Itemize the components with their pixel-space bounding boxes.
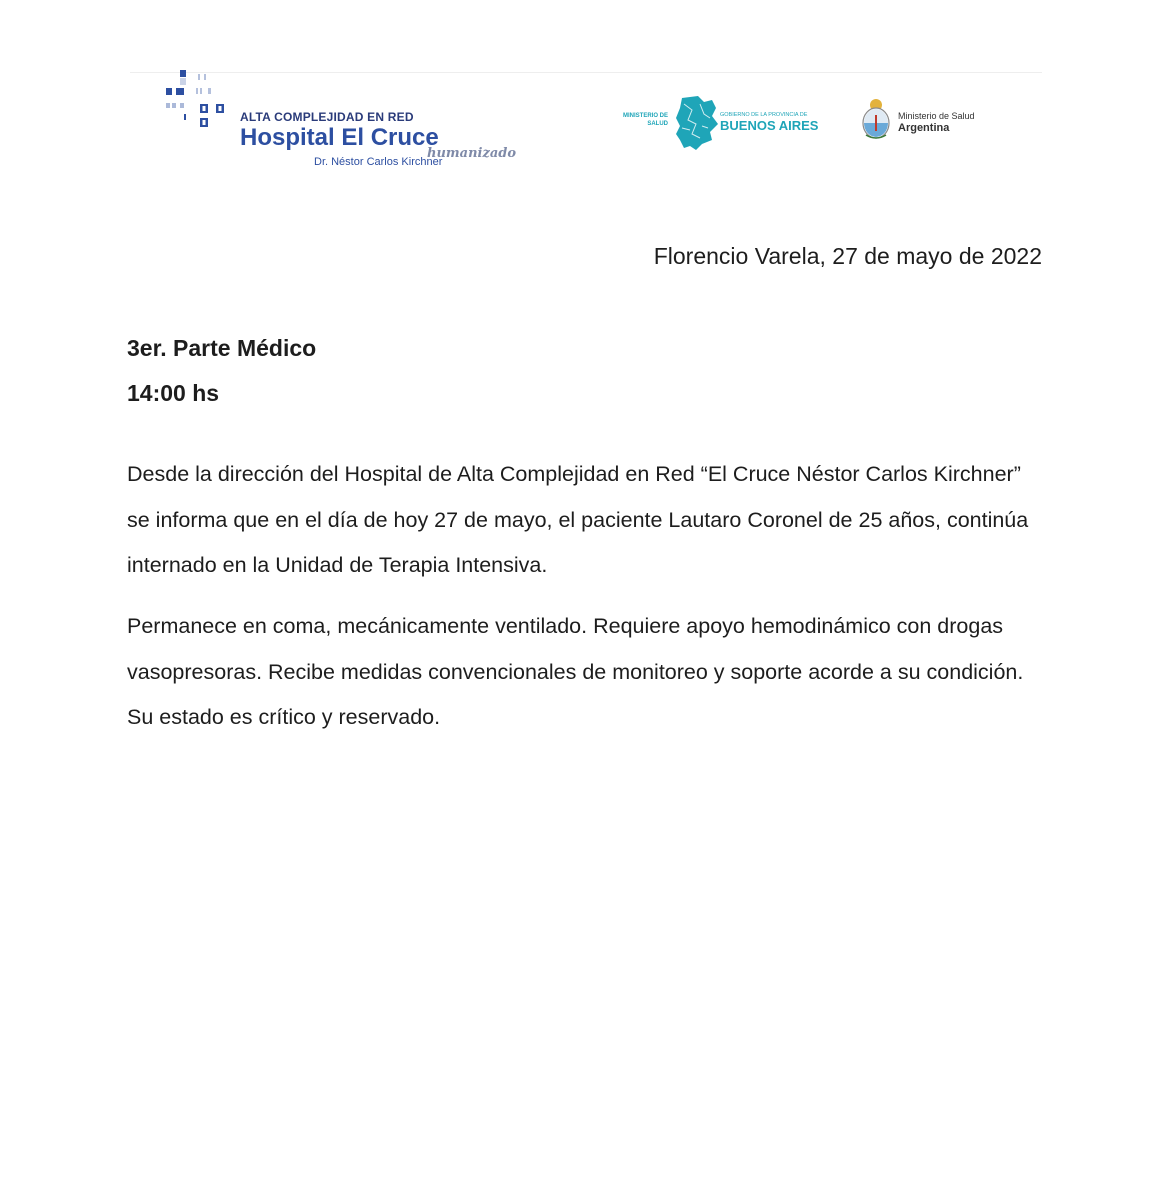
hospital-doctor-name: Dr. Néstor Carlos Kirchner [314,156,443,168]
government-logos [610,94,990,154]
hospital-cross-pattern-icon [160,68,235,143]
provincial-ministry-label: MINISTERIO DE SALUD [622,113,668,127]
national-country-label: Argentina [898,122,950,134]
report-time: 14:00 hs [127,380,220,406]
letterhead [130,60,1042,180]
buenos-aires-wordmark [720,112,840,133]
buenos-aires-name: BUENOS AIRES [720,118,819,133]
argentina-coat-of-arms-icon [860,97,892,141]
national-ministry-wordmark [898,111,1008,135]
buenos-aires-sub: GOBIERNO DE LA PROVINCIA DE [720,112,808,118]
hospital-overlay-script: humanizado [427,146,517,161]
buenos-aires-province-map-icon [672,94,720,152]
national-ministry-label: Ministerio de Salud [898,111,975,121]
hospital-name [240,124,517,161]
body-paragraph: Desde la dirección del Hospital de Alta Complejidad en Red “El Cruce Néstor Carlos Kirchner” se informa que en el día de hoy 27 de mayo, el paciente Lautaro Coronel de 25 años, continúa internado en la Unidad de Terapia Intensiva. [127,462,1029,577]
hospital-tagline: ALTA COMPLEJIDAD EN RED [240,110,414,124]
date-line: Florencio Varela, 27 de mayo de 2022 [653,243,1042,269]
hospital-wordmark [240,110,517,169]
hospital-name-text: Hospital El Cruce [240,124,439,151]
body-paragraph: Permanece en coma, mecánicamente ventilado. Requiere apoyo hemodinámico con drogas vasopresoras. Recibe medidas convencionales de monitoreo y soporte acorde a su condición. Su estado es crítico y reservado. [127,614,1024,729]
report-title: 3er. Parte Médico [127,335,317,361]
hospital-el-cruce-logo [160,68,517,172]
